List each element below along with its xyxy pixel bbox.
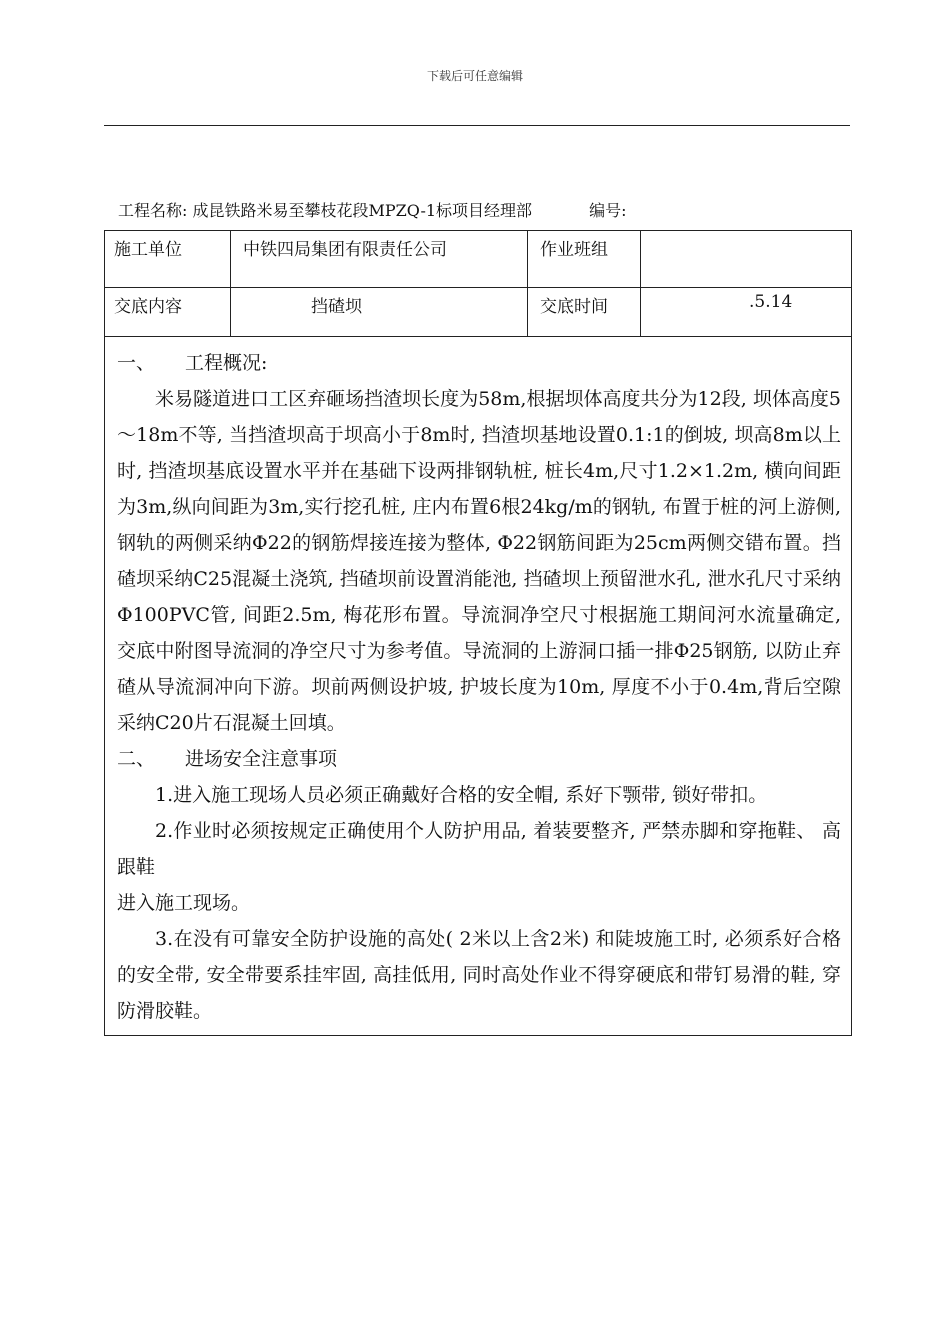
safety-item-2: 2.作业时必须按规定正确使用个人防护用品, 着装要整齐, 严禁赤脚和穿拖鞋、 高跟鞋: [117, 820, 841, 878]
time-label: 交底时间: [540, 297, 608, 317]
content-label-cell: [105, 288, 231, 337]
project-line: [118, 198, 627, 221]
unit-label: 施工单位: [114, 240, 182, 260]
time-value-cell: [641, 288, 852, 337]
section-2-title: 进场安全注意事项: [185, 748, 338, 770]
unit-label-cell: [105, 231, 231, 288]
project-label: 工程名称:: [118, 201, 188, 220]
time-value: .5.14: [749, 292, 793, 312]
team-value-cell: [641, 231, 852, 288]
safety-item-2-continued: 进入施工现场。: [117, 892, 251, 914]
content-value-cell: [231, 288, 528, 337]
safety-item-1: 1.进入施工现场人员必须正确戴好合格的安全帽, 系好下颚带, 锁好带扣。: [155, 784, 768, 806]
section-2-heading: [117, 741, 841, 777]
team-label: 作业班组: [540, 240, 608, 260]
section-2-number: 二、: [117, 748, 156, 770]
section-1-title: 工程概况:: [185, 352, 268, 374]
briefing-content: [105, 337, 852, 1036]
header-divider: [104, 125, 850, 126]
section-1-heading: [117, 345, 841, 381]
team-label-cell: [528, 231, 641, 288]
unit-value-cell: [231, 231, 528, 288]
time-label-cell: [528, 288, 641, 337]
project-name: 成昆铁路米易至攀枝花段MPZQ-1标项目经理部: [192, 201, 533, 220]
briefing-table: [104, 230, 852, 1036]
header-note: 下载后可任意编辑: [426, 69, 523, 83]
section-1-text: 米易隧道进口工区弃砸场挡渣坝长度为58m,根据坝体高度共分为12段, 坝体高度5～18m不等, 当挡渣坝高于坝高小于8m时, 挡渣坝基地设置0.1:1的倒坡, 坝高8m以上时, 挡渣坝基底设置水平并在基础下设两排钢轨桩, 桩长4m,尺寸1.2×1.2m, 横向间距为3m,纵向间距为3m,实行挖孔桩, 庄内布置6根24kg/m的钢轨, 布置于桩的河上游侧, 钢轨的两侧采纳Φ22的钢筋焊接连接为整体, Φ22钢筋间距为25cm两侧交错布置。挡碴坝采纳C25混凝土浇筑, 挡碴坝前设置消能池, 挡碴坝上预留泄水孔, 泄水孔尺寸采纳Φ100PVC管, 间距2.5m, 梅花形布置。导流洞净空尺寸根据施工期间河水流量确定, 交底中附图导流洞的净空尺寸为参考值。导流洞的上游洞口插一排Φ25钢筋, 以防止弃碴从导流洞冲向下游。坝前两侧设护坡, 护坡长度为10m, 厚度不小于0.4m,背后空隙采纳C20片石混凝土回填。: [117, 388, 841, 734]
safety-item-3: 3.在没有可靠安全防护设施的高处( 2米以上含2米) 和陡坡施工时, 必须系好合格的安全带, 安全带要系挂牢固, 高挂低用, 同时高处作业不得穿硬底和带钉易滑的鞋, 穿防滑胶鞋。: [117, 928, 841, 1022]
number-label: 编号:: [589, 201, 627, 220]
section-1-number: 一、: [117, 352, 156, 374]
content-label: 交底内容: [114, 297, 182, 317]
unit-value: 中铁四局集团有限责任公司: [243, 240, 447, 260]
content-value: 挡碴坝: [311, 297, 362, 317]
